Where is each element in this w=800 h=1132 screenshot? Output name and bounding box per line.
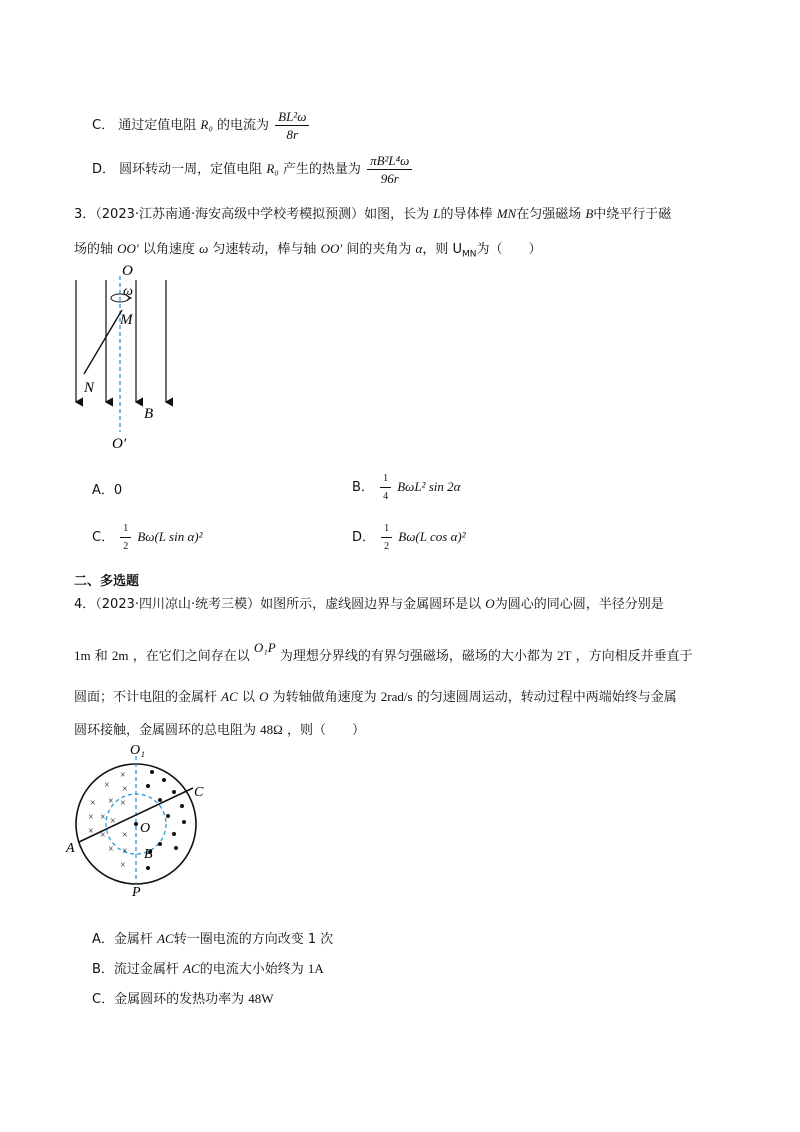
svg-text:×: × [122,830,128,841]
svg-text:×: × [122,846,128,857]
q3-stem-line2: 场的轴 OO′ 以角速度 ω 匀速转动，棒与轴 OO′ 间的夹角为 α，则 $U_{MN}$为（ ） [74,241,542,260]
fraction: $\frac{\text{BL²ω}}{8r}$ [275,108,309,143]
q3-stem-line1: 3．（2023·江苏南通·海安高级中学校考模拟预测）如图，长为 L的导体棒 MN在匀强磁场 B中绕平行于磁 [74,206,672,222]
option-label: D． [92,162,116,177]
q4-option-c[interactable]: C．金属圆环的发热功率为 48W [92,991,274,1007]
q4-option-a[interactable]: A．金属杆 AC转一圈电流的方向改变 1 次 [92,931,334,947]
section-title: 二、多选题 [74,574,140,589]
svg-text:×: × [120,770,126,781]
q2-option-c[interactable]: C． 通过定值电阻 R₀ 的电流为 $\frac{\text{BL²ω}}{8r}$ [92,108,311,143]
q2-option-d[interactable]: D． 圆环转动一周，定值电阻 R₀ 产生的热量为 $\frac{\text{πB²L⁴ω}}{96r}$ [92,152,414,187]
q3-option-d[interactable]: D． $\frac{1}{2}$ Bω(L cos α)² [352,520,466,555]
svg-text:×: × [108,844,114,855]
svg-text:O₁: O₁ [130,743,145,758]
svg-text:×: × [122,784,128,795]
q4-stem-line3: 圆面；不计电阻的金属杆 AC 以 O 为转轴做角速度为 2rad/s 的匀速圆周运动，转动过程中两端始终与金属 [74,689,677,705]
svg-text:M: M [120,312,133,328]
svg-text:×: × [104,780,110,791]
svg-text:×: × [88,826,94,837]
q3-option-a[interactable]: A．0 [92,483,123,498]
q4-option-b[interactable]: B．流过金属杆 AC的电流大小始终为 1A [92,961,324,977]
fraction: $\frac{\text{πB²L⁴ω}}{96r}$ [367,152,412,187]
svg-text:×: × [108,796,114,807]
svg-text:C: C [194,785,204,800]
svg-text:B: B [144,847,153,862]
svg-text:N: N [84,380,95,396]
svg-text:×: × [90,798,96,809]
option-label: C． [92,118,115,133]
svg-text:×: × [110,816,116,827]
q3-option-b[interactable]: B． $\frac{1}{4}$ BωL² sin 2α [352,470,460,505]
svg-text:×: × [100,812,106,823]
field-into-marks [88,770,128,871]
svg-text:O: O [140,821,151,836]
q4-stem-line1: 4．（2023·四川凉山·统考三模）如图所示，虚线圆边界与金属圆环是以 O为圆心的同心圆，半径分别是 [74,596,664,612]
svg-text:×: × [120,798,126,809]
q4-figure [64,742,224,900]
svg-text:ω: ω [123,284,133,299]
q4-stem-line4: 圆环接触，金属圆环的总电阻为 48Ω ，则（ ） [74,722,365,738]
svg-text:×: × [120,860,126,871]
svg-text:B: B [144,406,154,422]
q3-option-c[interactable]: C． $\frac{1}{2}$ Bω(L sin α)² [92,520,203,555]
q4-stem-line2: 1m 和 2m ，在它们之间存在以 O₁P 为理想分界线的有界匀强磁场，磁场的大小都为 2T ，方向相反并垂直于 [74,640,693,664]
svg-text:O: O [122,263,133,279]
q3-figure [60,262,190,457]
rod-mn [84,310,122,374]
svg-text:A: A [66,841,75,856]
svg-text:P: P [132,885,141,900]
svg-text:×: × [88,812,94,823]
svg-text:O′: O′ [112,436,127,452]
svg-text:×: × [100,830,106,841]
